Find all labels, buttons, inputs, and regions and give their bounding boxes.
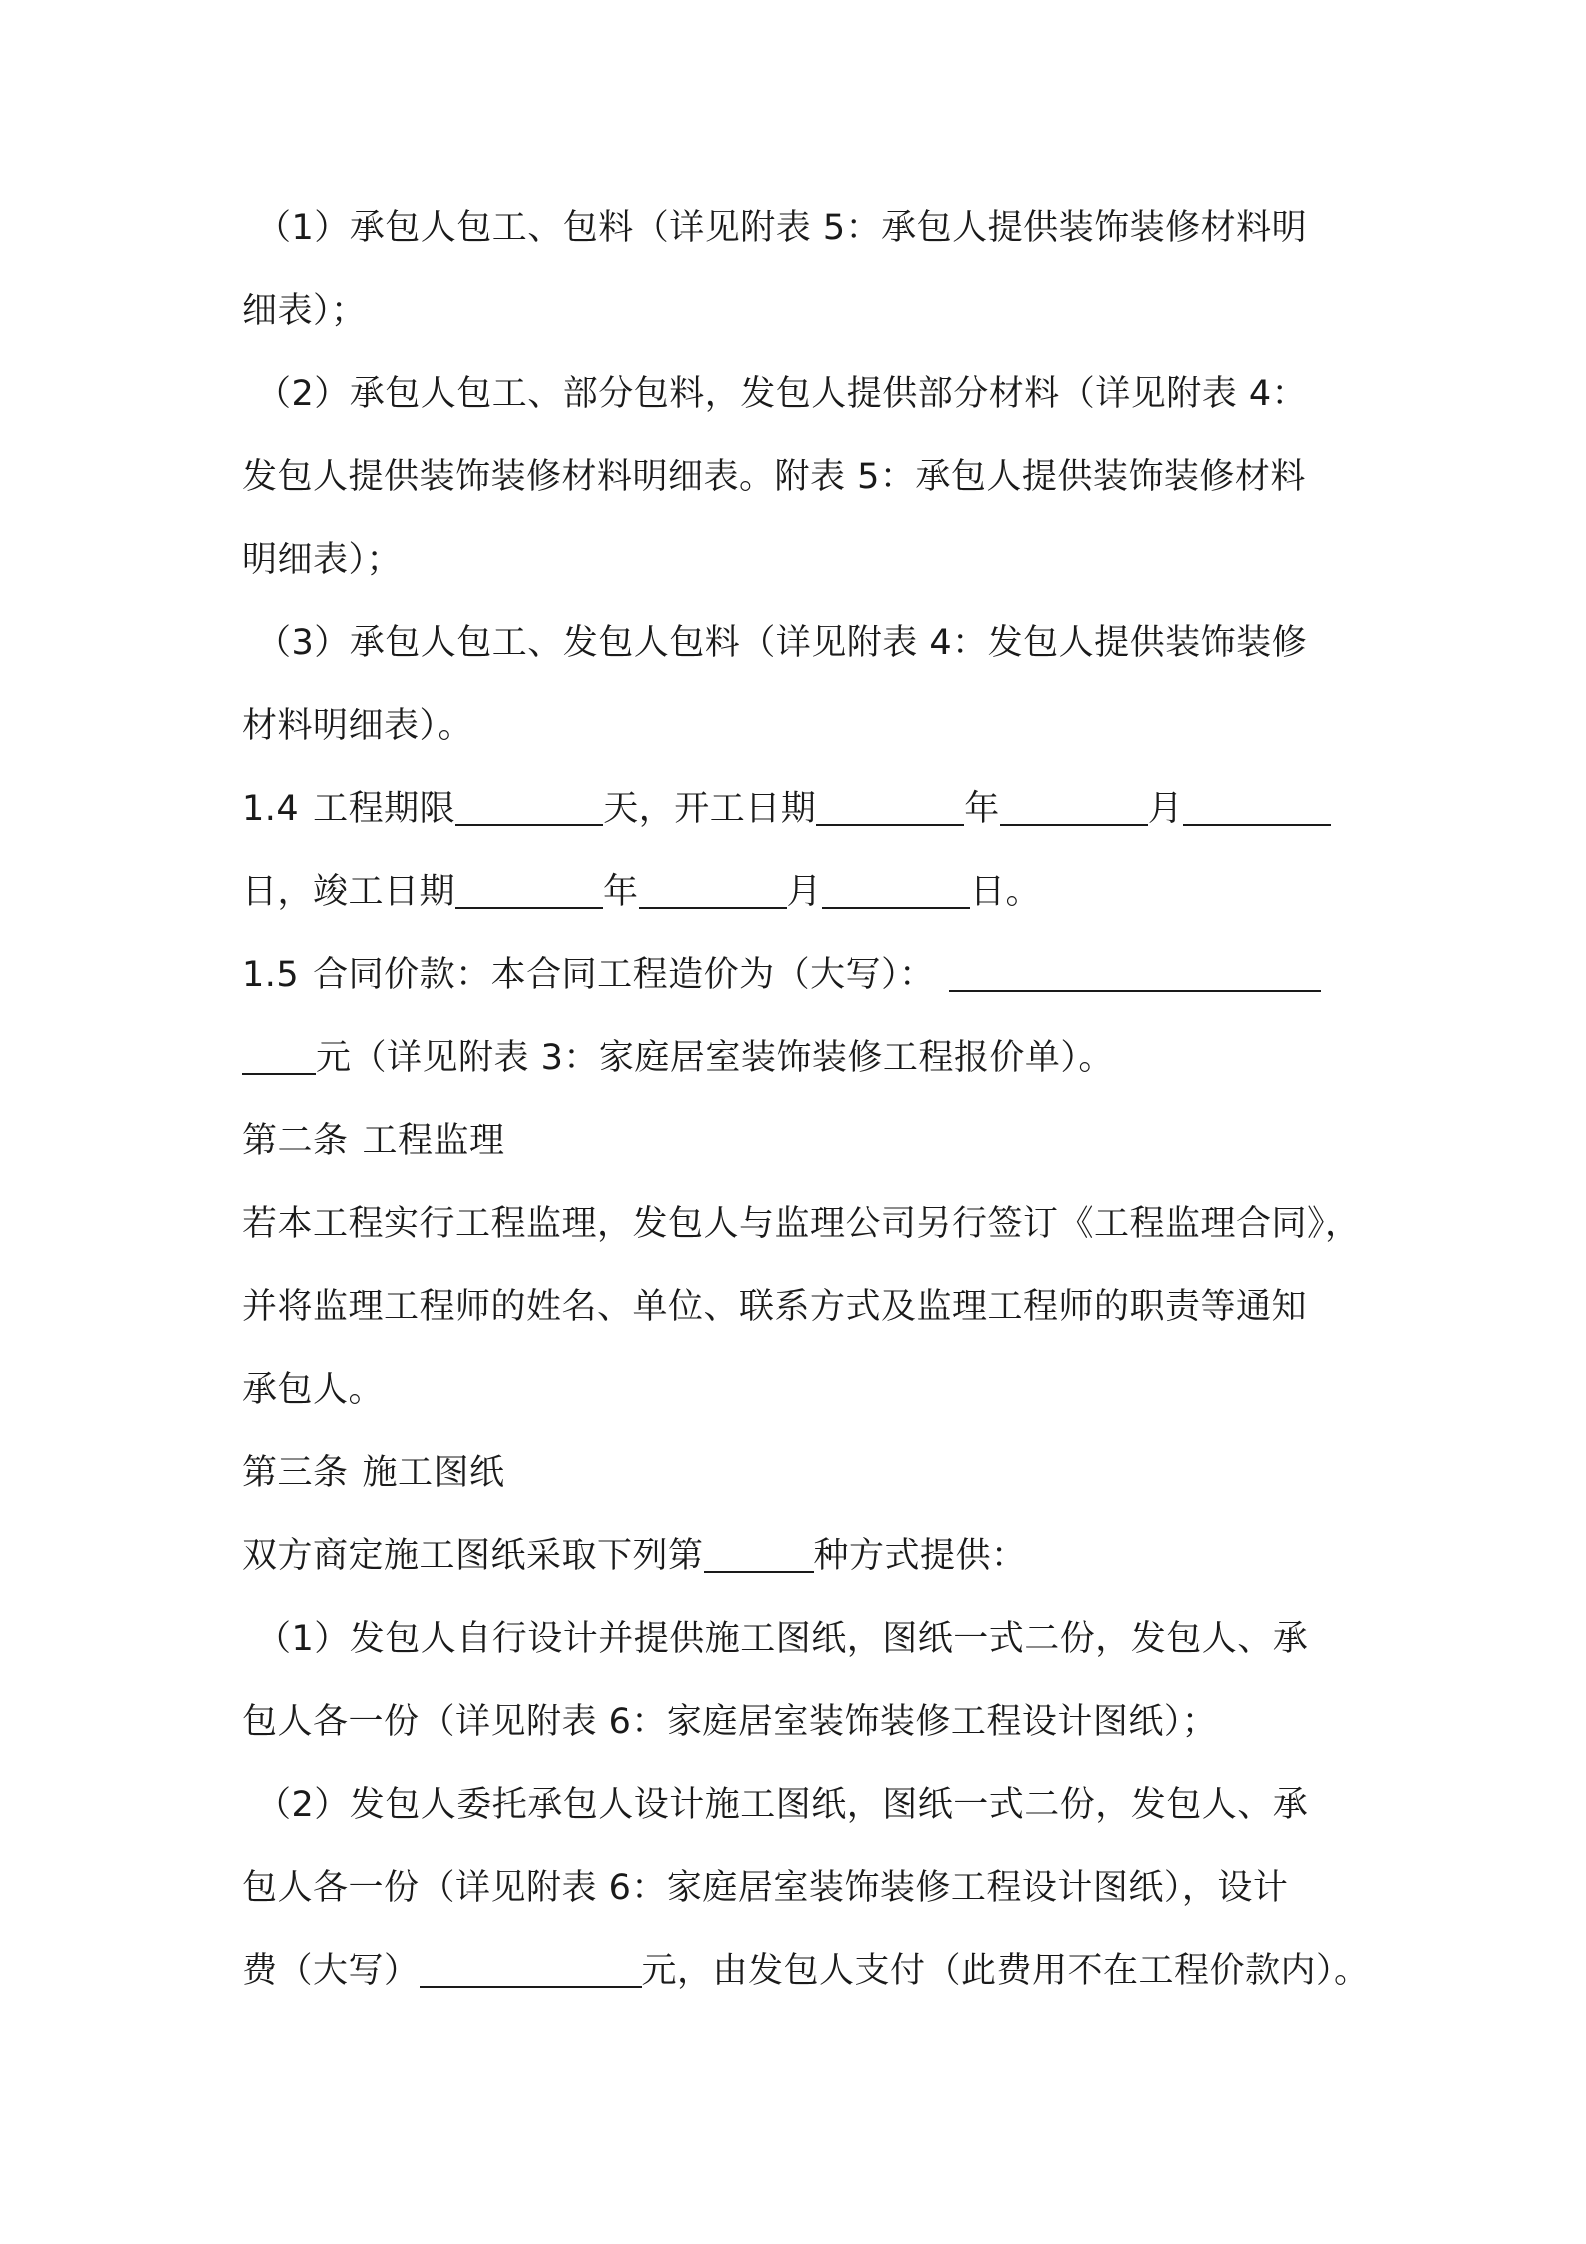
fill-blank-design-fee[interactable] xyxy=(420,1950,642,1988)
clause-text: 工程期限 xyxy=(313,789,456,829)
clause-text: 天，开工日期 xyxy=(603,789,817,829)
paragraph-line: 包人各一份（详见附表 6：家庭居室装饰装修工程设计图纸）； xyxy=(242,1702,1218,1742)
clause-1-5 xyxy=(242,951,1321,999)
clause-text: 合同价款：本合同工程造价为（大写）： xyxy=(313,955,935,995)
article-number: 第二条 xyxy=(242,1121,349,1161)
clause-text: 元（详见附表 3：家庭居室装饰装修工程报价单）。 xyxy=(316,1038,1114,1078)
fill-blank-price-cont[interactable] xyxy=(242,1037,316,1075)
paragraph-line: （2）承包人包工、部分包料，发包人提供部分材料（详见附表 4： xyxy=(256,374,1308,414)
article-number: 第三条 xyxy=(242,1453,349,1493)
clause-text: 年 xyxy=(603,872,639,912)
paragraph-line: 若本工程实行工程监理，发包人与监理公司另行签订《工程监理合同》， xyxy=(242,1204,1361,1244)
paragraph-line: 材料明细表）。 xyxy=(242,706,474,746)
clause-text: 费（大写） xyxy=(242,1951,420,1991)
paragraph-line: 细表）； xyxy=(242,291,367,331)
clause-text: 月 xyxy=(786,872,823,912)
fill-blank-start-month[interactable] xyxy=(1000,788,1148,826)
paragraph-line xyxy=(242,1947,1370,1995)
paragraph-line: （2）发包人委托承包人设计施工图纸，图纸一式二份，发包人、承 xyxy=(256,1785,1309,1825)
fill-blank-start-year[interactable] xyxy=(816,788,964,826)
fill-blank-end-day[interactable] xyxy=(822,871,970,909)
fill-blank-end-year[interactable] xyxy=(455,871,603,909)
article-title: 工程监理 xyxy=(362,1121,505,1161)
paragraph-line: 承包人。 xyxy=(242,1370,385,1410)
clause-1-5-cont xyxy=(242,1034,1114,1082)
clause-1-4-cont xyxy=(242,868,1041,916)
clause-text: 日。 xyxy=(970,872,1042,912)
paragraph-line: 发包人提供装饰装修材料明细表。附表 5：承包人提供装饰装修材料 xyxy=(242,457,1306,497)
paragraph-line: （3）承包人包工、发包人包料（详见附表 4：发包人提供装饰装修 xyxy=(256,623,1308,663)
clause-number: 1.5 xyxy=(242,955,300,995)
clause-text: 月 xyxy=(1147,789,1184,829)
fill-blank-price[interactable] xyxy=(949,954,1321,992)
article-title: 施工图纸 xyxy=(362,1453,505,1493)
paragraph-line: （1）发包人自行设计并提供施工图纸，图纸一式二份，发包人、承 xyxy=(256,1619,1309,1659)
clause-text: 日，竣工日期 xyxy=(242,872,456,912)
clause-1-4 xyxy=(242,785,1331,833)
paragraph-line xyxy=(242,1532,1027,1580)
fill-blank-duration[interactable] xyxy=(455,788,603,826)
fill-blank-option[interactable] xyxy=(704,1535,814,1573)
clause-text: 年 xyxy=(964,789,1000,829)
clause-text: 种方式提供： xyxy=(813,1536,1027,1576)
article-2-heading xyxy=(242,1117,505,1165)
paragraph-line: 包人各一份（详见附表 6：家庭居室装饰装修工程设计图纸），设计 xyxy=(242,1868,1289,1908)
fill-blank-end-month[interactable] xyxy=(639,871,787,909)
clause-number: 1.4 xyxy=(242,789,300,829)
paragraph-line: 明细表）； xyxy=(242,540,403,580)
article-3-heading xyxy=(242,1449,505,1497)
fill-blank-start-day[interactable] xyxy=(1183,788,1331,826)
paragraph-line: 并将监理工程师的姓名、单位、联系方式及监理工程师的职责等通知 xyxy=(242,1287,1308,1327)
paragraph-line: （1）承包人包工、包料（详见附表 5：承包人提供装饰装修材料明 xyxy=(256,208,1308,248)
clause-text: 元，由发包人支付（此费用不在工程价款内）。 xyxy=(641,1951,1370,1991)
clause-text: 双方商定施工图纸采取下列第 xyxy=(242,1536,704,1576)
